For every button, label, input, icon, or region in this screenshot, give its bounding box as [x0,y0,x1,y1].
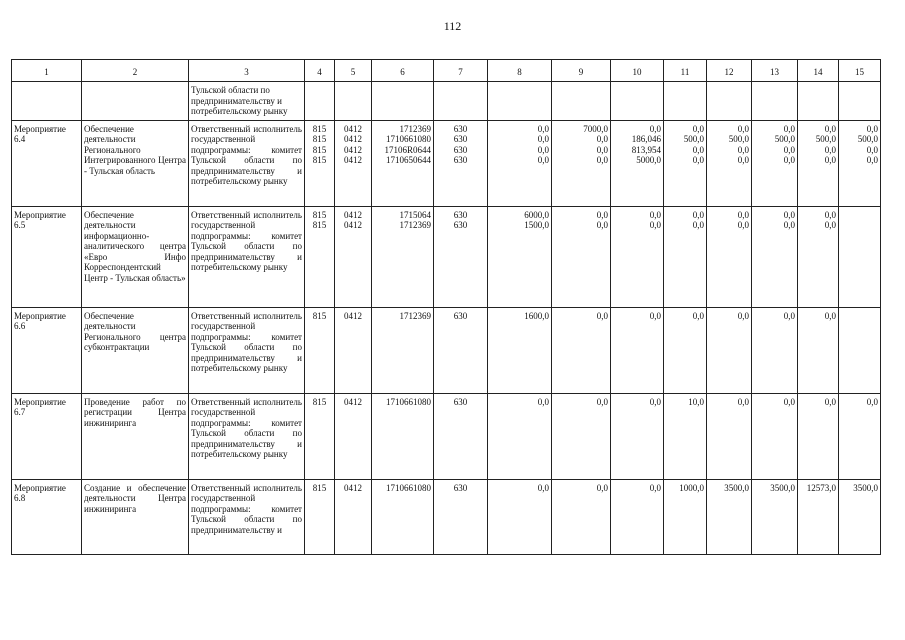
cell-value: 0,0 [692,144,704,155]
cell-value: 0412 [344,209,362,220]
value-cell-c9 [552,206,611,307]
cell-value: 0,0 [596,310,608,321]
value-cell-c4 [305,307,335,393]
cell-value: 0412 [344,123,362,134]
value-cell-c9 [552,479,611,554]
cell-value: 186,046 [631,134,661,144]
cell-value: 1710661080 [386,134,431,144]
cell-value: 500,0 [774,134,795,144]
cell-value: 0412 [344,310,362,321]
value-cell-c9 [552,307,611,393]
cell-value: 12573,0 [806,482,836,493]
cell-value: 1712369 [399,220,431,230]
cell-value: 0,0 [824,209,836,220]
value-cell-c15 [839,206,881,307]
cell-value: 0,0 [783,396,795,407]
cell-value: 0,0 [737,123,749,134]
cell-value: 0,0 [783,155,795,165]
cell-value: 0,0 [824,155,836,165]
cell-value: 1710661080 [386,482,431,493]
cell-value: 0,0 [866,144,878,155]
cell-value: 0,0 [866,396,878,407]
cell-value: 1600,0 [524,310,549,321]
cell-value: 813,954 [631,144,661,155]
cell-value: 1712369 [399,310,431,321]
cell-value: 815 [312,123,327,134]
cell-value: 630 [453,209,468,220]
cell-value: 0,0 [537,123,549,134]
cell-value: 0,0 [537,396,549,407]
cell-value: 630 [453,134,468,144]
value-cell-c8 [488,120,552,206]
value-cell-c15 [839,307,881,393]
table-row [12,479,881,554]
value-cell-c6 [372,206,434,307]
column-header: 13 [752,60,798,82]
cell-value: 0,0 [692,155,704,165]
cell-value: 0412 [344,134,362,144]
cell-value: 0,0 [596,220,608,230]
measure-id-cell: Мероприятие 6.5 [12,206,82,307]
value-cell-c7 [434,120,488,206]
cell-value: 1710661080 [386,396,431,407]
cell-value: 0,0 [692,220,704,230]
responsible-cell: Ответственный исполнитель государственной подпрограммы: комитет Тульской области по предпринимательству и потребительскому рынку [189,307,305,393]
value-cell-c5 [335,479,372,554]
responsible-cell: Тульской области по предпринимательству и потребительскому рынку [189,82,305,121]
table-row [12,393,881,479]
measure-name-cell: Обеспечение деятельности Регионального центра субконтрактации [82,307,189,393]
value-cell-c7 [434,206,488,307]
cell-value: 0,0 [824,123,836,134]
column-header: 8 [488,60,552,82]
cell-value: 0,0 [649,220,661,230]
value-cell-c6 [372,479,434,554]
cell-value: 815 [312,155,327,165]
table-row [12,206,881,307]
cell-value: 0412 [344,396,362,407]
cell-value: 3500,0 [853,482,878,493]
cell-value: 0,0 [596,209,608,220]
cell-value: 0,0 [737,144,749,155]
column-header: 7 [434,60,488,82]
value-cell-c14 [798,479,839,554]
measure-name-cell: Проведение работ по регистрации Центра инжиниринга [82,393,189,479]
cell-value: 1712369 [399,123,431,134]
cell-value: 500,0 [857,134,878,144]
cell-value: 0,0 [783,209,795,220]
value-cell-c11 [664,307,707,393]
column-header: 14 [798,60,839,82]
column-header: 2 [82,60,189,82]
cell-value: 0,0 [649,396,661,407]
cell-value: 0,0 [596,144,608,155]
cell-value: 1500,0 [524,220,549,230]
measure-name-cell: Создание и обеспечение деятельности Центра инжиниринга [82,479,189,554]
value-cell-c7 [434,307,488,393]
value-cell-c11 [664,393,707,479]
value-cell-c11 [664,479,707,554]
column-header: 15 [839,60,881,82]
cell-value: 17106R0644 [384,144,431,155]
value-cell-c15 [839,479,881,554]
page-number: 112 [443,19,462,33]
cell-value: 0412 [344,482,362,493]
value-cell-c14 [798,120,839,206]
column-header: 9 [552,60,611,82]
cell-value: 0,0 [649,310,661,321]
cell-value: 0,0 [537,482,549,493]
value-cell-c11 [664,120,707,206]
value-cell-c4 [305,393,335,479]
value-cell-c14 [798,206,839,307]
cell-value: 0,0 [692,123,704,134]
value-cell-c13 [752,206,798,307]
value-cell-c10 [611,393,664,479]
cell-value: 0,0 [596,396,608,407]
cell-value: 815 [312,310,327,321]
column-header: 6 [372,60,434,82]
column-header: 11 [664,60,707,82]
cell-value: 0,0 [692,310,704,321]
cell-value: 0,0 [596,134,608,144]
value-cell-c10 [611,206,664,307]
cell-value: 630 [453,123,468,134]
cell-value: 3500,0 [770,482,795,493]
cell-value: 0,0 [537,155,549,165]
value-cell-c10 [611,307,664,393]
cell-value: 0,0 [596,155,608,165]
value-cell-c13 [752,120,798,206]
cell-value: 0,0 [824,144,836,155]
cell-value: 0,0 [737,155,749,165]
column-header: 1 [12,60,82,82]
responsible-cell: Ответственный исполнитель государственной подпрограммы: комитет Тульской области по предпринимательству и потребительскому рынку [189,120,305,206]
cell-value: 815 [312,209,327,220]
cell-value: 5000,0 [636,155,661,165]
cell-value: 0,0 [596,482,608,493]
value-cell-c11 [664,206,707,307]
cell-value: 0,0 [692,209,704,220]
cell-value: 0,0 [737,310,749,321]
responsible-cell: Ответственный исполнитель государственной подпрограммы: комитет Тульской области по предпринимательству и [189,479,305,554]
table-row [12,120,881,206]
value-cell-c5 [335,393,372,479]
value-cell-c8 [488,479,552,554]
column-header: 12 [707,60,752,82]
value-cell-c7 [434,479,488,554]
value-cell-c9 [552,393,611,479]
value-cell-c12 [707,307,752,393]
cell-value: 0,0 [866,123,878,134]
cell-value: 0,0 [649,123,661,134]
cell-value: 0,0 [737,220,749,230]
column-header: 5 [335,60,372,82]
value-cell-c12 [707,206,752,307]
cell-value: 815 [312,144,327,155]
cell-value: 0,0 [783,144,795,155]
header-row [12,60,881,82]
cell-value: 630 [453,310,468,321]
value-cell-c15 [839,120,881,206]
cell-value: 815 [312,134,327,144]
cell-value: 6000,0 [524,209,549,220]
continuation-row [12,82,881,121]
value-cell-c4 [305,120,335,206]
cell-value: 1000,0 [679,482,704,493]
cell-value: 0,0 [824,396,836,407]
measure-name-cell: Обеспечение деятельности информационно-аналитического центра «Евро Инфо Корреспондентский Центр - Тульская область» [82,206,189,307]
cell-value: 815 [312,220,327,230]
table-row [12,307,881,393]
cell-value: 0412 [344,155,362,165]
cell-value: 7000,0 [583,123,608,134]
value-cell-c7 [434,393,488,479]
cell-value: 0,0 [649,482,661,493]
cell-value: 0,0 [649,209,661,220]
cell-value: 630 [453,220,468,230]
measure-id-cell: Мероприятие 6.7 [12,393,82,479]
cell-value: 500,0 [728,134,749,144]
cell-value: 0,0 [737,209,749,220]
cell-value: 500,0 [683,134,704,144]
cell-value: 0,0 [866,155,878,165]
measure-name-cell: Обеспечение деятельности Регионального Интегрированного Центра - Тульская область [82,120,189,206]
value-cell-c13 [752,479,798,554]
value-cell-c8 [488,307,552,393]
value-cell-c15 [839,393,881,479]
cell-value: 500,0 [815,134,836,144]
cell-value: 10,0 [688,396,704,407]
value-cell-c13 [752,307,798,393]
cell-value: 815 [312,482,327,493]
value-cell-c6 [372,393,434,479]
column-header: 10 [611,60,664,82]
value-cell-c4 [305,206,335,307]
value-cell-c10 [611,120,664,206]
value-cell-c4 [305,479,335,554]
value-cell-c12 [707,393,752,479]
cell-value: 0,0 [824,310,836,321]
cell-value: 630 [453,144,468,155]
cell-value: 3500,0 [724,482,749,493]
cell-value: 1710650644 [386,155,431,165]
value-cell-c13 [752,393,798,479]
value-cell-c14 [798,393,839,479]
cell-value: 630 [453,155,468,165]
value-cell-c8 [488,393,552,479]
cell-value: 1715064 [399,209,431,220]
cell-value: 0,0 [783,220,795,230]
cell-value: 0412 [344,220,362,230]
cell-value: 815 [312,396,327,407]
column-header: 3 [189,60,305,82]
cell-value: 630 [453,482,468,493]
responsible-cell: Ответственный исполнитель государственной подпрограммы: комитет Тульской области по предпринимательству и потребительскому рынку [189,206,305,307]
cell-value: 630 [453,396,468,407]
value-cell-c14 [798,307,839,393]
cell-value: 0,0 [783,310,795,321]
budget-table [11,59,881,555]
cell-value: 0,0 [824,220,836,230]
measure-id-cell: Мероприятие 6.8 [12,479,82,554]
cell-value: 0,0 [783,123,795,134]
measure-id-cell: Мероприятие 6.6 [12,307,82,393]
value-cell-c5 [335,120,372,206]
cell-value: 0,0 [537,134,549,144]
value-cell-c5 [335,206,372,307]
cell-value: 0,0 [737,396,749,407]
column-header: 4 [305,60,335,82]
value-cell-c9 [552,120,611,206]
value-cell-c12 [707,120,752,206]
value-cell-c6 [372,307,434,393]
value-cell-c6 [372,120,434,206]
value-cell-c5 [335,307,372,393]
value-cell-c10 [611,479,664,554]
value-cell-c8 [488,206,552,307]
cell-value: 0412 [344,144,362,155]
responsible-cell: Ответственный исполнитель государственной подпрограммы: комитет Тульской области по предпринимательству и потребительскому рынку [189,393,305,479]
measure-id-cell: Мероприятие 6.4 [12,120,82,206]
cell-value: 0,0 [537,144,549,155]
value-cell-c12 [707,479,752,554]
